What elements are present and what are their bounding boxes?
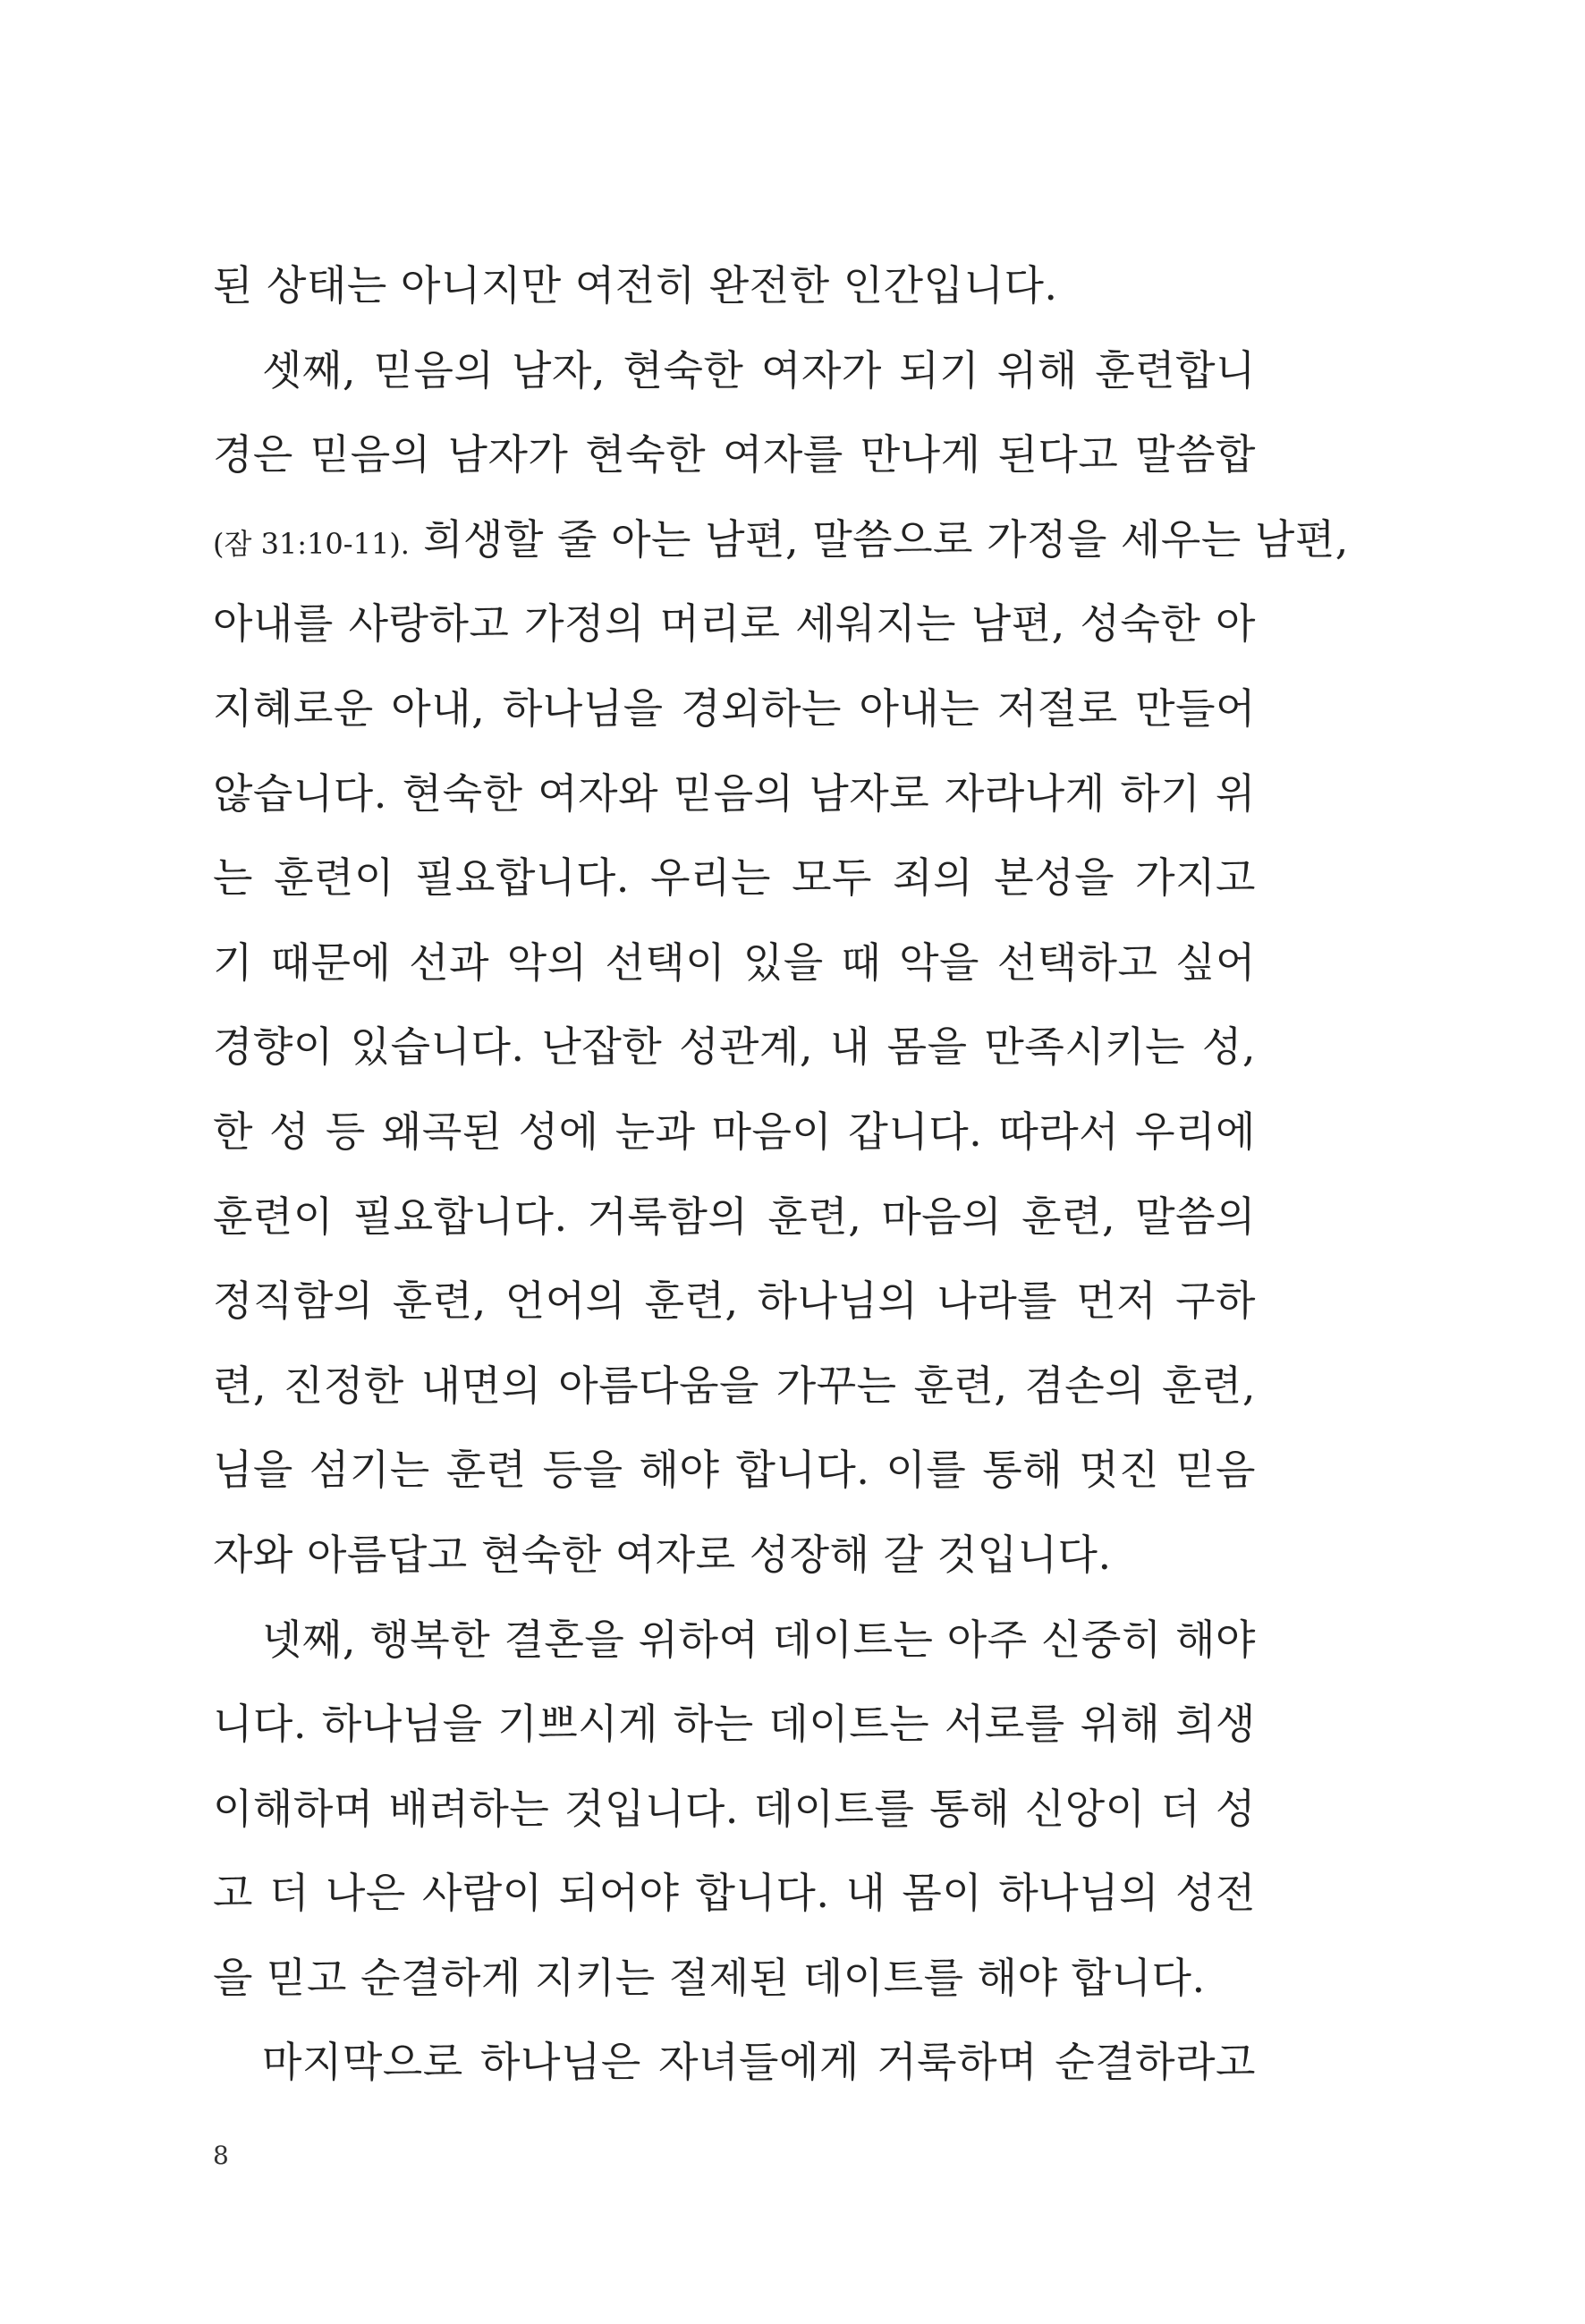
text-line: 지혜로운 아내, 하나님을 경외하는 아내는 저절로 만들어	[213, 683, 1256, 733]
text-line: 니다. 하나님을 기쁘시게 하는 데이트는 서로를 위해 희생	[213, 1700, 1256, 1749]
text-line: 경은 믿음의 남자가 현숙한 여자를 만나게 된다고 말씀합	[213, 430, 1256, 479]
text-line: 님을 섬기는 훈련 등을 해야 합니다. 이를 통해 멋진 믿음	[213, 1446, 1256, 1495]
text-line: 아내를 사랑하고 가정의 머리로 세워지는 남편, 성숙한 아	[213, 599, 1256, 649]
text-line: 이해하며 배려하는 것입니다. 데이트를 통해 신앙이 더 성	[213, 1784, 1256, 1833]
text-line: 마지막으로 하나님은 자녀들에게 거룩하며 순결하라고	[262, 2038, 1256, 2087]
text-line: 경향이 있습니다. 난잡한 성관계, 내 몸을 만족시키는 성,	[213, 1022, 1256, 1072]
text-line: 않습니다. 현숙한 여자와 믿음의 남자로 자라나게 하기 위	[213, 768, 1256, 818]
text-line: 는 훈련이 필요합니다. 우리는 모두 죄의 본성을 가지고	[213, 853, 1256, 903]
text-line: 정직함의 훈련, 언어의 훈련, 하나님의 나라를 먼저 구하	[213, 1277, 1256, 1326]
text-line: 된 상태는 아니지만 여전히 완전한 인간입니다.	[213, 261, 1058, 310]
page-number: 8	[213, 2141, 229, 2170]
body-text	[213, 243, 1349, 2105]
text-line: 을 믿고 순결하게 지키는 절제된 데이트를 해야 합니다.	[213, 1953, 1206, 2002]
text-line-with-citation	[213, 497, 1349, 582]
scripture-citation: (잠 31:10-11).	[213, 526, 410, 561]
text-line: 자와 아름답고 현숙한 여자로 성장해 갈 것입니다.	[213, 1530, 1112, 1579]
text-line: 기 때문에 선과 악의 선택이 있을 때 악을 선택하고 싶어	[213, 937, 1256, 987]
text-line: 고 더 나은 사람이 되어야 합니다. 내 몸이 하나님의 성전	[213, 1869, 1256, 1918]
text-line: 훈련이 필요합니다. 거룩함의 훈련, 마음의 훈련, 말씀의	[213, 1192, 1256, 1241]
text-line: 셋째, 믿음의 남자, 현숙한 여자가 되기 위해 훈련합니	[262, 345, 1256, 394]
text-line: 련, 진정한 내면의 아름다움을 가꾸는 훈련, 겸손의 훈련,	[213, 1361, 1256, 1410]
text-line-remainder: 희생할 줄 아는 남편, 말씀으로 가정을 세우는 남편,	[409, 514, 1349, 564]
text-line: 넷째, 행복한 결혼을 위하여 데이트는 아주 신중히 해야	[262, 1615, 1256, 1664]
text-line: 한 성 등 왜곡된 성에 눈과 마음이 갑니다. 따라서 우리에	[213, 1107, 1256, 1156]
